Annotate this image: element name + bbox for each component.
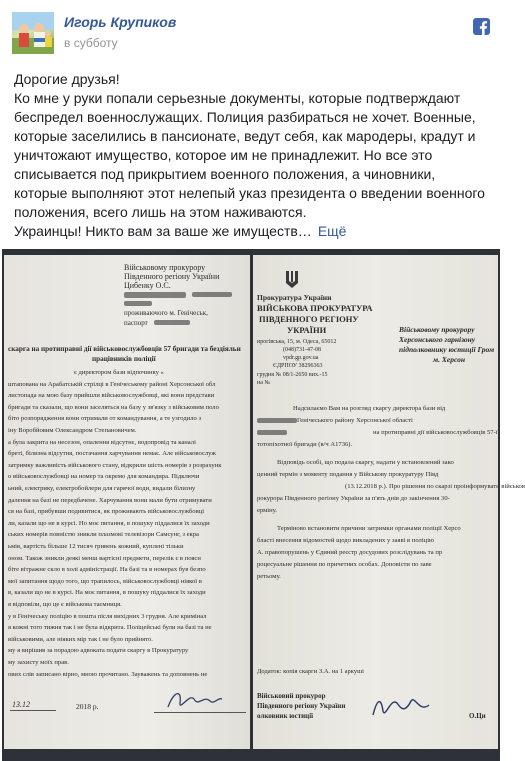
see-more-link[interactable]: Ещё [317,223,347,239]
doc-left-body-line: затримку важливість військового стану, відкрили шість номерів з розрахунк [8,461,222,469]
doc-right-body-line: Генічеського району Херсонської області [297,417,413,424]
doc-right-body-line: на протиправні дії військовослужбовців 57-ї [373,429,498,436]
post-closing-text: Украинцы! Никто вам за ваше же имуществ… [14,223,312,239]
doc-left-body-line: ьмів, вартість більше 12 тисяч гривень кожний, куплені тільки [8,543,184,550]
doc-right-body-line: ценний термін з моменту подання у Військову прокуратуру Півд [257,471,439,478]
doc-right-body-line: роцесуальне рішення по причетних особах. Доповісти по заве [257,561,432,568]
doc-right-to-1: Військовому прокурору [399,325,475,334]
doc-right-org-2: ВІЙСЬКОВА ПРОКУРАТУРА [257,303,373,313]
doc-left-body-line: оном. Також зникли деякі менш вартісні предмети, перелік є в поясн [8,554,201,562]
doc-left-to-2: Південного регіону України [124,272,220,281]
doc-left-body-line: ьний, електрику, електробойлери для гарячої води, видали білизну [8,485,196,492]
doc-right-body-line: Надсилаємо Вам на розгляд скаргу директора бази від [293,405,446,412]
redaction-mark [257,430,287,435]
doc-left-body-line: іну Воробйовим Олександром Степановичем. [8,427,137,434]
facebook-icon[interactable] [473,18,490,35]
date-underline [10,710,56,711]
author-avatar[interactable] [12,12,54,54]
post-text [14,70,490,241]
doc-left-body-line: далення на базі не передбачене. Харчування вони мали бути отримувати [8,496,212,504]
doc-left-to-1: Військовому прокурору [124,263,206,272]
redaction-mark [124,292,186,298]
doc-left-title-1: скарга на протиправні дії військовослужбовців 57 бригади та бездіяльн [8,345,241,353]
doc-left-year: 2018 р. [76,702,99,711]
doc-left-body-line: му захисту моїх прав. [8,659,69,666]
doc-left-body-line: в, казали що не в курсі. На моє питання, в пошуку піддалися їх заходи [8,589,206,597]
doc-right-org-3: ПІВДЕННОГО РЕГІОНУ [259,314,359,324]
signature-icon [369,691,433,721]
doc-left-from-1: проживаючого м. Генічеськ, [124,309,208,317]
doc-right-body-line: Відповідь особі, що подала скаргу, надати у встановлений зако [277,459,454,466]
doc-right-addr-5: грудня № 08/1-2650 вих.-15 [257,372,328,378]
doc-left-title-2: працівників поліції [92,355,156,363]
author-name[interactable]: Игорь Крупиков [64,14,177,30]
post-timestamp[interactable]: в субботу [64,36,118,50]
doc-left-body-line: му я вирішив за порадою адвоката подати скаргу в Прокуратуру [8,647,189,655]
doc-right-to-2: Херсонського гарнізону [399,335,476,344]
doc-right-sign-1: Військовий прокурор [257,692,326,700]
doc-right-org-4: УКРАЇНИ [287,325,327,335]
post-body: Ко мне у руки попали серьезные документы, которые подтверждают беспредел военнослужащих. Полиция разбираться не хочет. Военные, которые заселились в пансионате, ведут себя, как мародеры, крадут и уничтожают имущество, которое им не принадлежит. Но все это списывается под прикрытием военного положения, а чиновники, которые выполняют этот нелепый указ президента о введении военного положения, всего лишь на этом наживаются. [14,90,485,220]
doc-left-date: 13.12 [12,700,30,709]
doc-left-body-line: бреті, білизна відсутня, постачання харчування немає. Але військовослуж [8,450,216,458]
redaction-mark [257,418,297,423]
trident-emblem-icon [285,269,299,289]
doc-right-addr-4: ЄДРПОУ 38296363 [273,363,323,369]
photo-gallery[interactable] [2,249,525,761]
post-greeting: Дорогие друзья! [14,71,120,87]
doc-right-body-line: (13.12.2018 р.). Про рішення по скарзі проінформувати військов [345,483,525,490]
doc-right-org-1: Прокуратура України [257,293,332,302]
post-header [12,12,490,56]
doc-right-body-line: А. правопорушень у Єдиний реєстр досудових розслідувань та пр [257,549,443,556]
doc-left-from-2: паспорт [124,319,148,327]
doc-left-body-line: мої запитання щодо того, що трапилось, військовослужбовці ніякої в [8,577,202,585]
doc-left-body-line: ських номерів повністю зникли плазмові телевізори Самсунг, з екра [8,531,199,539]
doc-right-addr-3: vpdr.gp.gov.ua [283,355,319,361]
signature-line [154,712,246,713]
doc-right-to-4: м. Херсон [433,355,466,364]
post-closing [14,222,490,241]
doc-left-body-line: ли, казали що не в курсі. Но моє питання, в пошуку піддалися їх заходи [8,519,210,527]
doc-right-sign-name: О.Ци [469,712,486,720]
doc-right-body-line: ерміну. [257,507,277,514]
doc-left-body-line: військовими, але ніяких мір так і не було прийнято. [8,635,153,643]
document-photo-prosecutor-letter[interactable] [253,255,525,749]
doc-left-body-line: а була закрита на несезон, опалення відсутнє, водопровід та каналі [8,438,196,446]
doc-left-body-line: є директором бази відпочинку « [74,369,164,376]
doc-right-body-line: рокурора Південного регіону України за п'ять днів до закінчення 30- [257,495,450,502]
doc-left-body-line: листопада на мою базу прийшли військовослужбовці, які вони представи [8,392,215,400]
doc-right-to-3: підполковнику юстиції Гром [399,345,495,354]
doc-left-body-line: у в Генічеську поліцію в пошта після вихідних 3 грудня. Але кримінал [8,612,207,620]
doc-left-body-line: ових слів записано вірно, мною прочитано. Зауважень та доповнень не [8,670,208,678]
doc-left-body-line: я кожні того тижня так і не була відкрита. Поліцейські були на базі та не [8,624,212,632]
doc-right-body-line: бласті внесення відомостей щодо викладених у заяві в поліцію [257,537,434,544]
doc-left-body-line: я відповіли, що це є військова таємниця. [8,601,122,608]
doc-right-addr-1: ирогівська, 15, м. Одеса, 65012 [257,339,337,345]
doc-right-sign-3: олковник юстиції [257,712,314,720]
doc-right-addr-2: (048)731-47-08 [283,347,321,353]
doc-right-addr-6: на № [257,380,271,386]
avatar-photo-icon [12,12,54,54]
doc-left-body-line: біто розпорядження вони отримали от командування, а те узгодило з [8,415,202,423]
doc-right-body-line: тотопіхотної бригади (в/ч А1736). [257,441,353,448]
signature-icon [164,685,224,715]
redaction-mark [124,301,152,306]
doc-left-to-3: Цибенку О.С. [124,281,171,290]
doc-right-body-line: Терміново встановити причини затримки органами поліції Херсо [277,525,461,532]
doc-left-body-line: о військовослужбовці на номер та окремо для командира. Підключи [8,473,200,481]
doc-right-attachment: Додаток: копія скарги З.А. на 1 аркуші [257,668,364,675]
document-photo-complaint[interactable] [4,255,250,749]
redaction-mark [192,292,232,297]
doc-left-body-line: ся на базі, прибувши подивитися, як проживають військовослужбовці [8,508,205,516]
doc-right-sign-2: Південного регіону України [257,702,346,710]
doc-left-body-line: штапована на Арабатській стрілці в Генічеському районі Херсонської обл [8,380,216,388]
doc-right-body-line: ретьому. [257,573,281,580]
redaction-mark [154,320,190,325]
doc-left-body-line: бригади та сказали, що вони заселяться на базу у зв'язку з військовим поло [8,403,219,411]
doc-left-body-line: біте вітражне скло в холі адміністрації. На базі та в номерах був безпо [8,566,206,574]
